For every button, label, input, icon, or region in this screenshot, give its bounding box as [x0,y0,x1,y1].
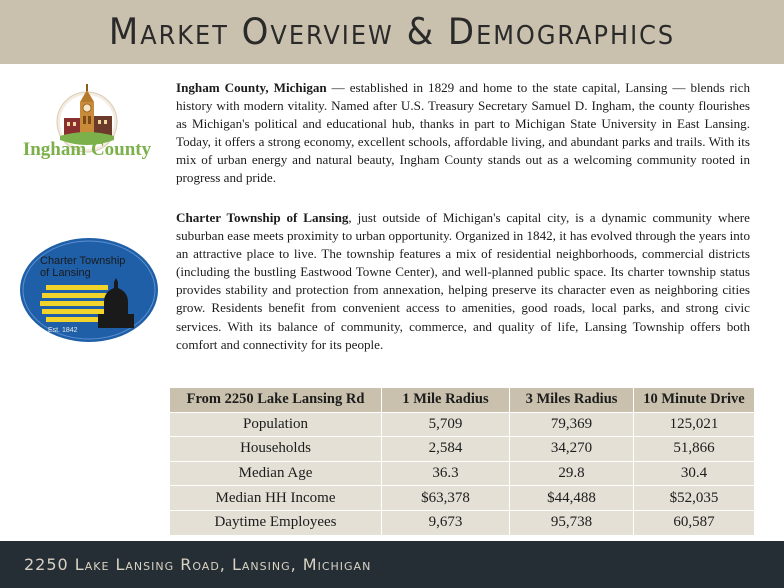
table-row [170,412,755,437]
ingham-county-logo [12,78,162,178]
table-header-cell: 3 Miles Radius [510,388,634,413]
table-cell: 51,866 [634,437,755,462]
table-cell: 2,584 [382,437,510,462]
charter-township-paragraph [176,209,750,354]
table-cell: $44,488 [510,486,634,511]
table-row [170,486,755,511]
page-footer [0,541,784,588]
table-cell: 36.3 [382,461,510,486]
ingham-logo-text: Ingham County [22,139,152,160]
ingham-county-paragraph [176,79,750,188]
charter-township-body: , just outside of Michigan's capital city, is a dynamic community where suburban ease meets proximity to urban opportunity. Organized in 1842, it has evolved through the years into an attractive place to live. The township features a mix of residential neighborhoods, commercial districts (including the bustling Eastwood Towne Center), and well-planned public space. Its charter township status provides stability and protection from annexation, helping preserve its character even as neighboring cities grow. Residents benefit from convenient access to amenities, good roads, local parks, and strong civic services. With its balance of community, commerce, and quality of life, Lansing Township offers both comfort and connectivity for its people. [176,210,750,352]
page-header [0,0,784,64]
ingham-county-lead: Ingham County, Michigan [176,80,327,95]
table-row [170,437,755,462]
charter-township-logo [18,236,160,344]
table-row-label: Daytime Employees [170,510,382,535]
table-cell: 125,021 [634,412,755,437]
table-row-label: Population [170,412,382,437]
charter-logo-line1: Charter Township [40,255,126,267]
charter-logo-line2: of Lansing [40,267,91,279]
table-header-cell: 1 Mile Radius [382,388,510,413]
table-cell: 29.8 [510,461,634,486]
table-header-row [170,388,755,413]
footer-address: 2250 Lake Lansing Road, Lansing, Michigan [24,555,372,574]
table-cell: 5,709 [382,412,510,437]
page-title: Market Overview & Demographics [108,10,676,54]
table-cell: 95,738 [510,510,634,535]
table-cell: $52,035 [634,486,755,511]
table-row [170,461,755,486]
ingham-county-body: — established in 1829 and home to the state capital, Lansing — blends rich history with modern vitality. Named after U.S. Treasury Secretary Samuel D. Ingham, the county flourishes as Michigan's political and educational hub, thanks in part to Michigan State University in East Lansing. Today, it offers a strong economy, excellent schools, affordable living, and abundant parks and trails. With its mix of urban energy and natural beauty, Ingham County stands out as a welcoming community rooted in progress and pride. [176,80,750,186]
table-row-label: Median Age [170,461,382,486]
demographics-table [169,387,755,536]
table-cell: 30.4 [634,461,755,486]
table-header-cell: From 2250 Lake Lansing Rd [170,388,382,413]
charter-township-lead: Charter Township of Lansing [176,210,349,225]
table-row-label: Households [170,437,382,462]
table-cell: $63,378 [382,486,510,511]
table-cell: 34,270 [510,437,634,462]
table-cell: 60,587 [634,510,755,535]
table-cell: 9,673 [382,510,510,535]
table-row [170,510,755,535]
table-header-cell: 10 Minute Drive [634,388,755,413]
table-row-label: Median HH Income [170,486,382,511]
table-cell: 79,369 [510,412,634,437]
charter-logo-est: Est. 1842 [48,327,78,334]
